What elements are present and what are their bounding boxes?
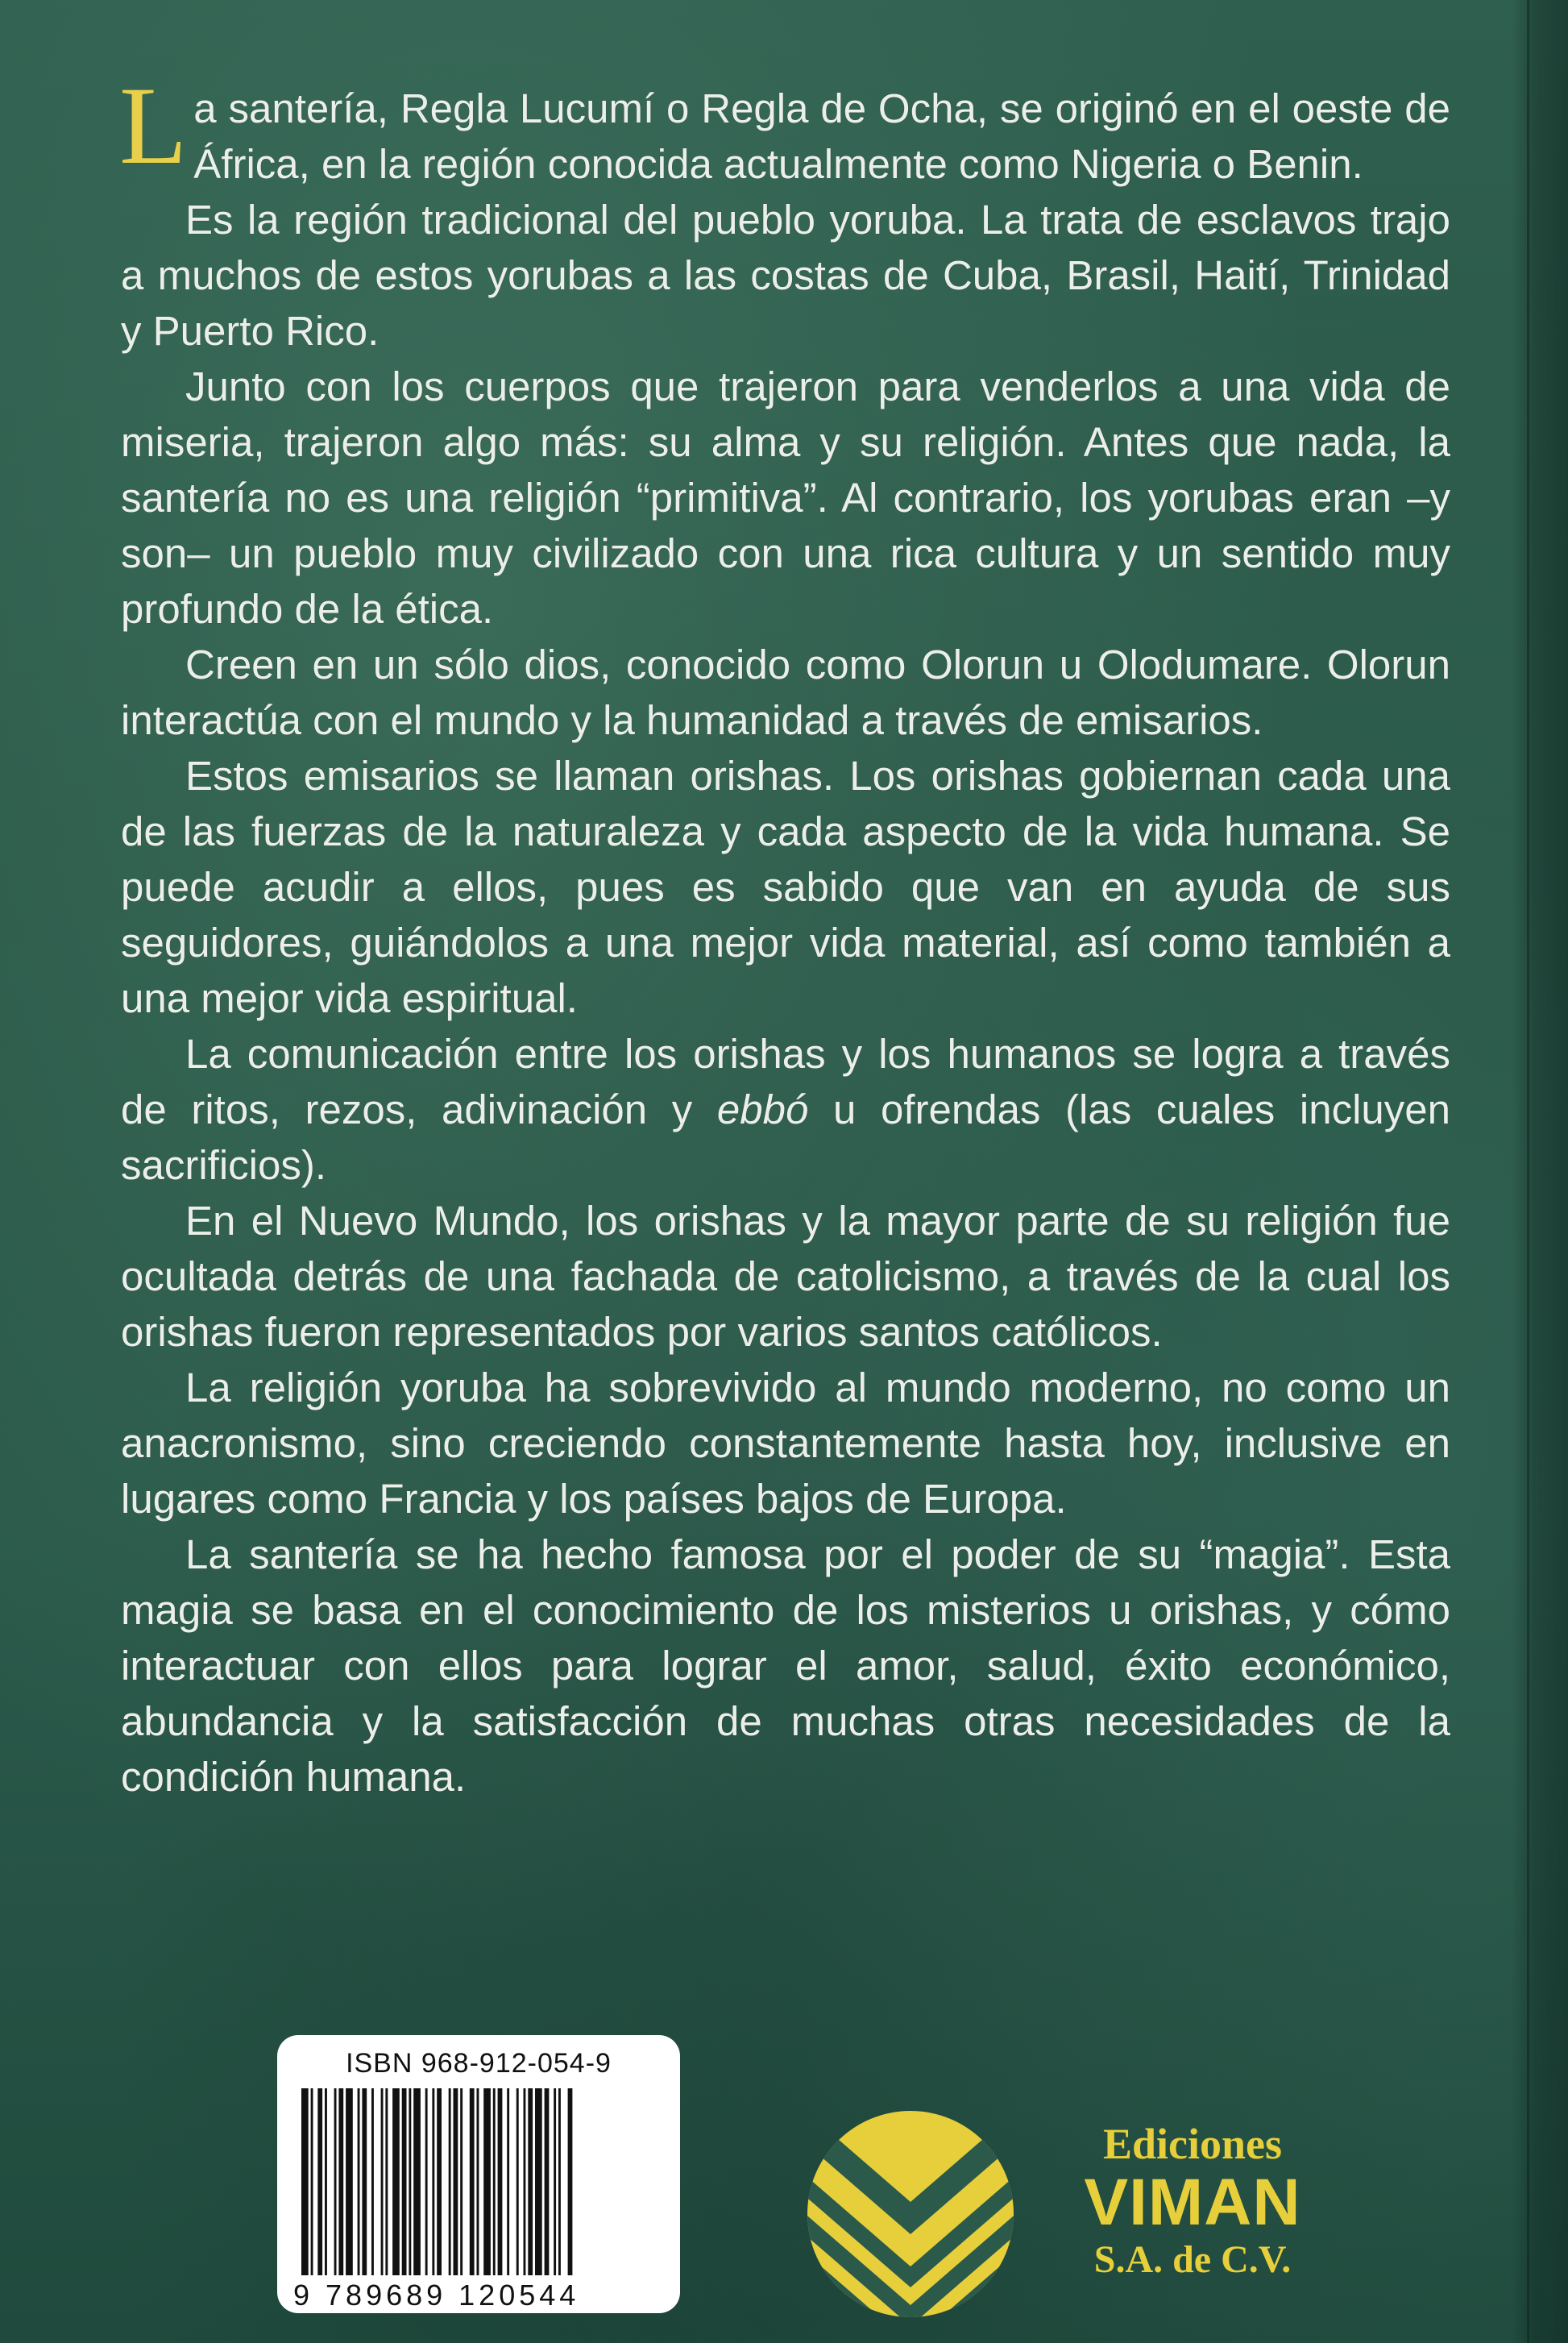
barcode-bar	[317, 2088, 322, 2275]
drop-cap-letter: L	[119, 64, 188, 187]
paragraph-6-italic-term: ebbó	[716, 1086, 809, 1132]
publisher-line-ediciones: Ediciones	[1102, 2120, 1283, 2168]
barcode-bar	[362, 2088, 367, 2275]
paragraph-6	[121, 1026, 1450, 1193]
paragraph-3: Junto con los cuerpos que trajeron para venderlos a una vida de miseria, trajeron algo más: su alma y su religión. Antes que nada, la santería no es una religión “primitiva”. Al contrario, los yorubas eran –y son– un pueblo muy civilizado con una rica cultura y un sentido muy profundo de la ética.	[121, 363, 1450, 632]
barcode-bar	[432, 2088, 434, 2275]
spine-fold-line	[1527, 0, 1529, 2343]
barcode-bar	[535, 2088, 542, 2275]
spine-shadow	[1512, 0, 1568, 2343]
barcode-bar	[493, 2088, 496, 2275]
barcode-bar	[334, 2088, 337, 2275]
paragraph-6-text-b: u ofrendas (las cuales incluyen sacrificios).	[121, 1086, 1450, 1188]
barcode-bar	[516, 2088, 519, 2275]
blurb-text	[119, 64, 1450, 1805]
barcode-bar	[371, 2088, 374, 2275]
paragraph-6-text-a: La comunicación entre los orishas y los humanos se logra a través de ritos, rezos, adivinación y	[121, 1031, 1450, 1132]
paragraph-1	[119, 64, 1450, 192]
barcode-bar	[402, 2088, 407, 2275]
barcode-bar	[558, 2088, 561, 2275]
barcode-bar	[545, 2088, 550, 2275]
publisher-line-sa-de-cv: S.A. de C.V.	[1093, 2238, 1292, 2281]
barcode-icon	[301, 2088, 656, 2275]
ean-digits: 9 789689 120544	[293, 2279, 580, 2312]
publisher-line-viman: VIMAN	[1084, 2166, 1301, 2239]
barcode-bar	[524, 2088, 526, 2275]
barcode-bar	[311, 2088, 313, 2275]
isbn-number: ISBN 968-912-054-9	[346, 2048, 612, 2079]
paragraph-5: Estos emisarios se llaman orishas. Los orishas gobiernan cada una de las fuerzas de la naturaleza y cada aspecto de la vida humana. Se puede acudir a ellos, pues es sabido que van en ayuda de sus seguidores, guiándolos a una mejor vida material, así como también a una mejor vida espiritual.	[121, 753, 1450, 1021]
paragraph-7: En el Nuevo Mundo, los orishas y la mayor parte de su religión fue ocultada detrás de una fachada de catolicismo, a través de la cual los orishas fueron representados por varios santos católicos.	[121, 1198, 1450, 1355]
paragraph-2: Es la región tradicional del pueblo yoruba. La trata de esclavos trajo a muchos de estos yorubas a las costas de Cuba, Brasil, Haití, Trinidad y Puerto Rico.	[121, 197, 1450, 354]
barcode-bar	[460, 2088, 463, 2275]
barcode-bar	[301, 2088, 309, 2275]
barcode-bar	[477, 2088, 479, 2275]
paragraph-8: La religión yoruba ha sobrevivido al mundo moderno, no como un anacronismo, sino creciendo constantemente hasta hoy, inclusive en lugares como Francia y los países bajos de Europa.	[121, 1365, 1450, 1522]
barcode-bar	[437, 2088, 442, 2275]
barcode-bar	[392, 2088, 400, 2275]
barcode-bar	[554, 2088, 556, 2275]
barcode-bar	[454, 2088, 458, 2275]
barcode-bar	[409, 2088, 411, 2275]
barcode-bar	[346, 2088, 353, 2275]
barcode-bar	[483, 2088, 491, 2275]
paragraph-1-text: a santería, Regla Lucumí o Regla de Ocha, se originó en el oeste de África, en la región conocida actualmente como Nigeria o Benin.	[193, 85, 1450, 187]
barcode-bar	[507, 2088, 509, 2275]
barcode-bar	[528, 2088, 533, 2275]
paragraph-9: La santería se ha hecho famosa por el poder de su “magia”. Esta magia se basa en el conocimiento de los misterios u orishas, y cómo interactuar con ellos para lograr el amor, salud, éxito económico, abundancia y la satisfacción de muchas otras necesidades de la condición humana.	[121, 1531, 1450, 1800]
barcode-bar	[568, 2088, 573, 2275]
barcode-bar	[338, 2088, 343, 2275]
barcode-bar	[358, 2088, 360, 2275]
barcode-bar	[325, 2088, 327, 2275]
barcode-bar	[381, 2088, 384, 2275]
barcode-bar	[413, 2088, 421, 2275]
publisher-name	[1064, 2120, 1321, 2283]
barcode-label	[277, 2035, 680, 2313]
barcode-bar	[425, 2088, 428, 2275]
barcode-bar	[385, 2088, 388, 2275]
barcode-bar	[470, 2088, 475, 2275]
publisher-logo-icon	[806, 2105, 1039, 2323]
barcode-bar	[449, 2088, 451, 2275]
paragraph-4: Creen en un sólo dios, conocido como Olorun u Olodumare. Olorun interactúa con el mundo y la humanidad a través de emisarios.	[121, 642, 1450, 743]
barcode-bar	[498, 2088, 503, 2275]
